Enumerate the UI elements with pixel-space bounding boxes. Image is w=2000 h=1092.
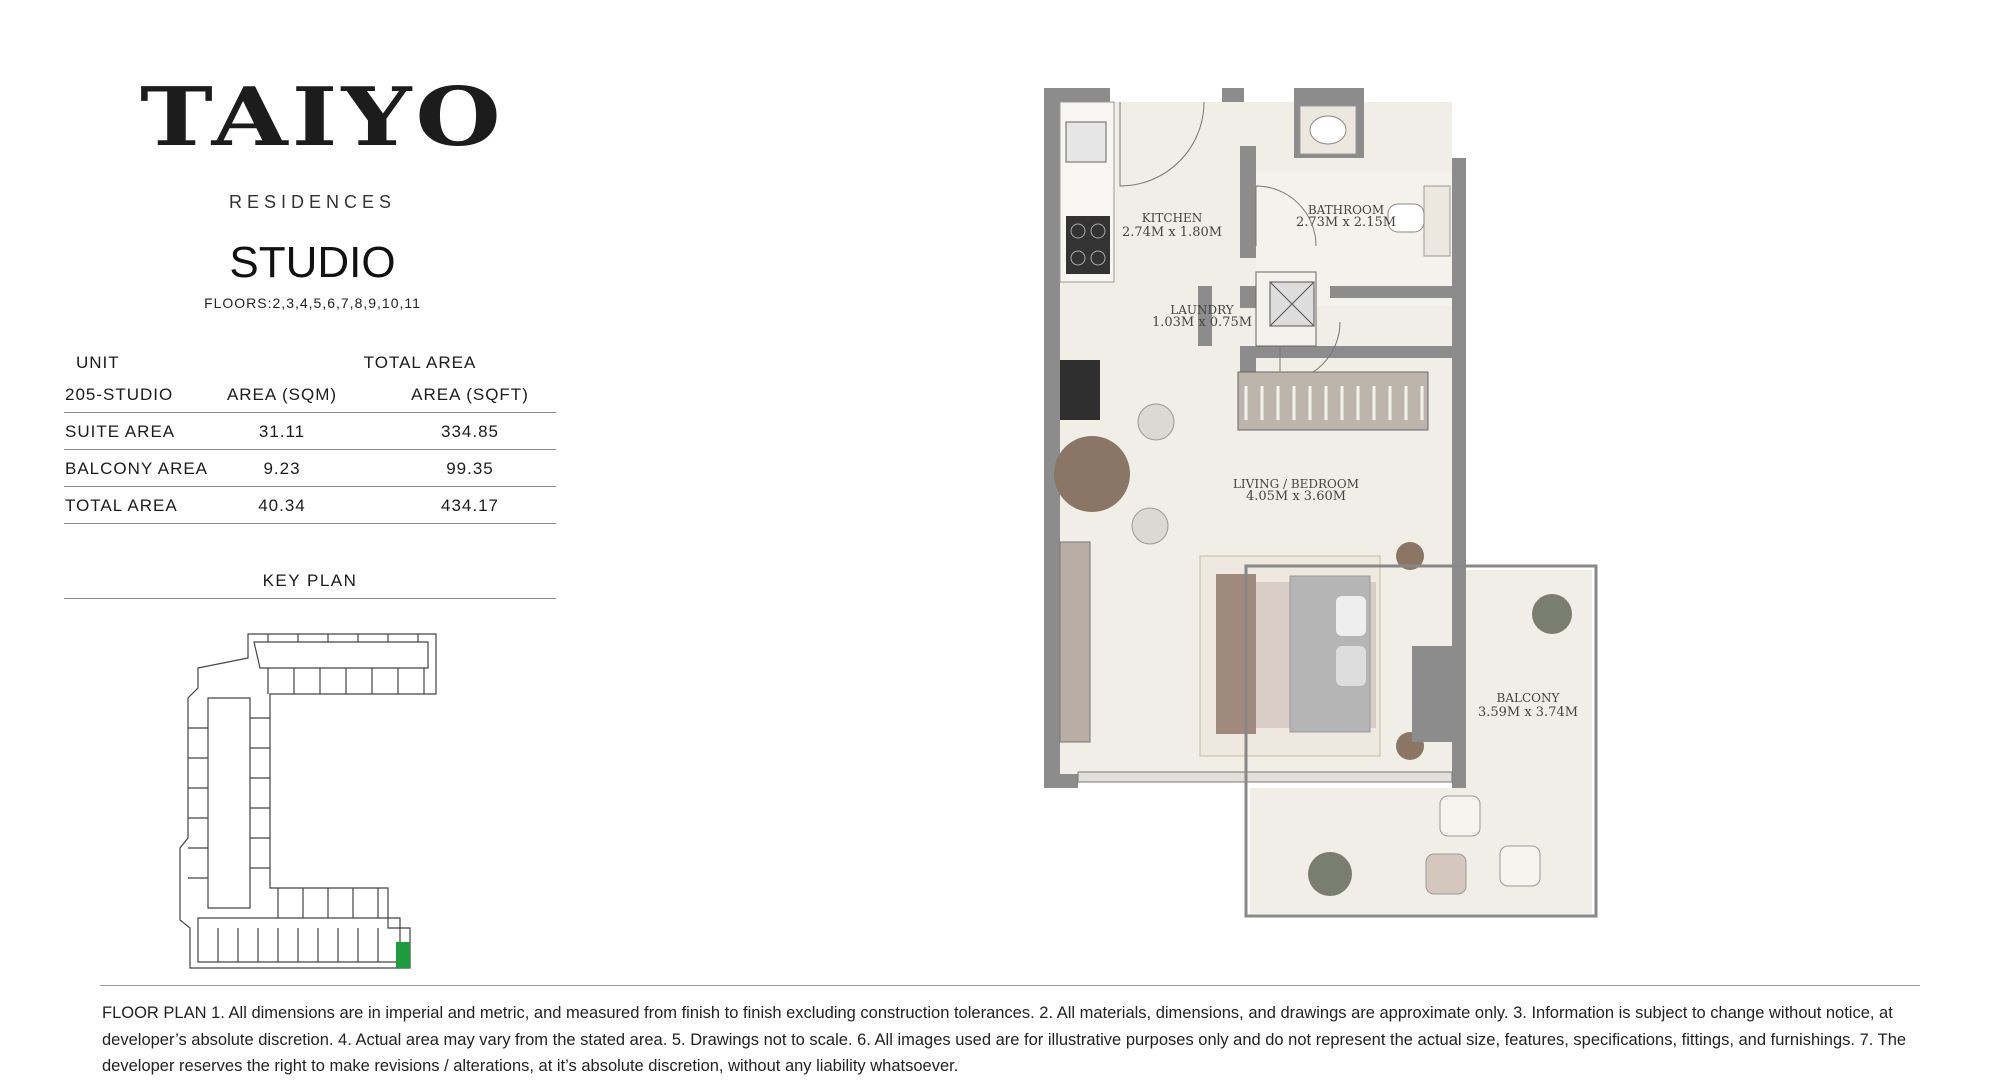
row-label: SUITE AREA [65,422,176,441]
key-plan-divider [64,598,556,599]
key-plan-drawing [178,628,438,973]
column-unit-name: 205-STUDIO [65,385,174,404]
room-kitchen-label: KITCHEN [1141,211,1203,225]
area-table-columns [64,376,556,413]
row-sqm: 31.11 [258,422,306,441]
room-balcony-label: BALCONY [1496,691,1560,705]
row-sqft: 99.35 [446,459,494,478]
row-label: TOTAL AREA [65,496,178,515]
area-table-header [64,344,556,376]
header-unit: UNIT [76,353,120,372]
column-sqft: AREA (SQFT) [411,385,529,404]
row-sqm: 9.23 [263,459,301,478]
room-laundry-label: LAUNDRY [1170,303,1234,317]
footer-notes: FLOOR PLAN 1. All dimensions are in imperial and metric, and measured from finish to finish excluding construction tolerances. 2. All materials, dimensions, and drawings are approximate only. 3. Information is subject to change without notice, at developer’s absolute discretion. 4. Actual area may vary from the stated area. 5. Drawings not to scale. 6. All images used are for illustrative purposes only and do not represent the actual size, features, specifications, fittings, and furnishings. 7. The developer reserves the right to make revisions / alterations, at it’s absolute discretion, without any liability whatsoever. [102,1004,1907,1075]
room-laundry-dims: 1.03M x 0.75M [1151,315,1253,330]
room-living-label: LIVING / BEDROOM [1232,477,1360,491]
header-total-area: TOTAL AREA [363,353,477,372]
key-plan-highlight [396,942,410,968]
unit-title: STUDIO [229,238,396,287]
floors-list: FLOORS:2,3,4,5,6,7,8,9,10,11 [204,295,421,311]
room-kitchen-dims: 2.74M x 1.80M [1121,225,1223,240]
row-sqft: 434.17 [441,496,499,515]
room-bathroom-dims: 2.73M x 2.15M [1295,215,1397,230]
column-sqm: AREA (SQM) [226,385,338,404]
table-row [64,487,556,524]
footer-divider [100,985,1920,986]
area-table [64,344,556,524]
room-living-dims: 4.05M x 3.60M [1245,489,1347,504]
room-balcony-dims: 3.59M x 3.74M [1477,705,1579,720]
room-bathroom-label: BATHROOM [1307,203,1385,217]
row-sqft: 334.85 [441,422,499,441]
table-row [64,450,556,487]
row-sqm: 40.34 [258,496,306,515]
key-plan-title: KEY PLAN [262,571,358,590]
brand-logo: TAIYO [140,70,505,165]
brand-subtitle: RESIDENCES [228,192,397,212]
floor-plan-drawing [1040,86,1610,922]
table-row [64,413,556,450]
row-label: BALCONY AREA [65,459,209,478]
